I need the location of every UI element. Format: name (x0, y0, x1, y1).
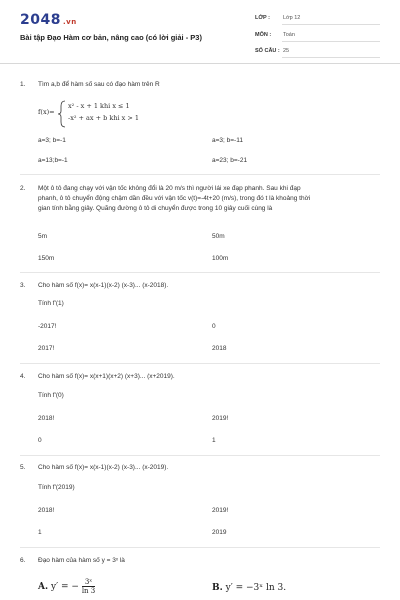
answer-option[interactable]: 150m (38, 255, 55, 262)
answer-option[interactable]: a=3; b=-1 (38, 137, 66, 144)
header-divider (0, 63, 400, 64)
answer-option[interactable]: 2018! (38, 507, 55, 514)
answer-option[interactable]: a=23; b=-21 (212, 157, 248, 164)
answer-option[interactable]: 1 (212, 437, 216, 444)
meta-divider (282, 57, 380, 58)
answer-option-a[interactable]: A. y′ = − $\frac{\text{3ˣ}}{\ln 3}$ (38, 578, 96, 595)
document-title: Bài tập Đạo Hàm cơ bản, nâng cao (có lời giải - P3) (20, 33, 202, 42)
answer-option[interactable]: 1 (38, 529, 42, 536)
question-divider (20, 547, 380, 548)
meta-divider (282, 41, 380, 42)
answer-option[interactable]: 2019! (212, 507, 229, 514)
answer-option[interactable]: -2017! (38, 323, 57, 330)
answer-option[interactable]: 0 (212, 323, 216, 330)
answer-option[interactable]: 100m (212, 255, 229, 262)
meta-divider (282, 24, 380, 25)
site-logo[interactable]: 2048 .vn (20, 12, 77, 28)
brace-icon (58, 100, 66, 128)
answer-option[interactable]: 2018 (212, 345, 227, 352)
answer-option-b[interactable]: B. y′ = −3ˣ ln 3. (212, 583, 287, 593)
answer-option[interactable]: a=3; b=-11 (212, 137, 243, 144)
question-subprompt: Tính f'(0) (38, 392, 64, 399)
question-5: 5. Cho hàm số f(x)= x(x-1)(x-2) (x-3)... (x-2019). (20, 464, 169, 471)
page-header (0, 0, 400, 60)
meta-count: SỐ CÂU : 25 (255, 48, 290, 54)
question-divider (20, 174, 380, 175)
question-divider (20, 363, 380, 364)
answer-option[interactable]: 2019! (212, 415, 229, 422)
answer-option[interactable]: 2019 (212, 529, 227, 536)
answer-option[interactable]: 5m (38, 233, 48, 240)
question-divider (20, 455, 380, 456)
fraction: $\frac{\text{3ˣ}}{\ln 3}$ (81, 578, 96, 595)
meta-class: LỚP : Lớp 12 (255, 15, 301, 21)
question-subprompt: Tính f'(2019) (38, 484, 75, 491)
answer-option[interactable]: 0 (38, 437, 42, 444)
answer-option[interactable]: a=13;b=-1 (38, 157, 68, 164)
question-3: 3. Cho hàm số f(x)= x(x-1)(x-2) (x-3)... (x-2018). (20, 282, 169, 289)
question-subprompt: Tính f'(1) (38, 300, 64, 307)
question-1: 1. Tìm a,b để hàm số sau có đạo hàm trên R (20, 81, 160, 88)
meta-subject: MÔN : Toán (255, 32, 295, 38)
answer-option[interactable]: 2018! (38, 415, 55, 422)
answer-option[interactable]: 2017! (38, 345, 55, 352)
question-4: 4. Cho hàm số f(x)= x(x+1)(x+2) (x+3)... (x+2019). (20, 373, 175, 380)
answer-option[interactable]: 50m (212, 233, 225, 240)
question-divider (20, 272, 380, 273)
question-6: 6. Đạo hàm của hàm số y = 3ˣ là (20, 557, 125, 564)
question-2: 2. Một ô tô đang chạy với vận tốc không đổi là 20 m/s thì người lái xe đạp phanh. Sau khi đạp phanh, ô tô chuyển động chậm dần đều với vận tốc v(t)=-4t+20 (m/s), trong đó t là khoảng thời gian tính bằng giây. Quãng đường ô tô di chuyển được trong 10 giây cuối cùng là (20, 185, 311, 212)
